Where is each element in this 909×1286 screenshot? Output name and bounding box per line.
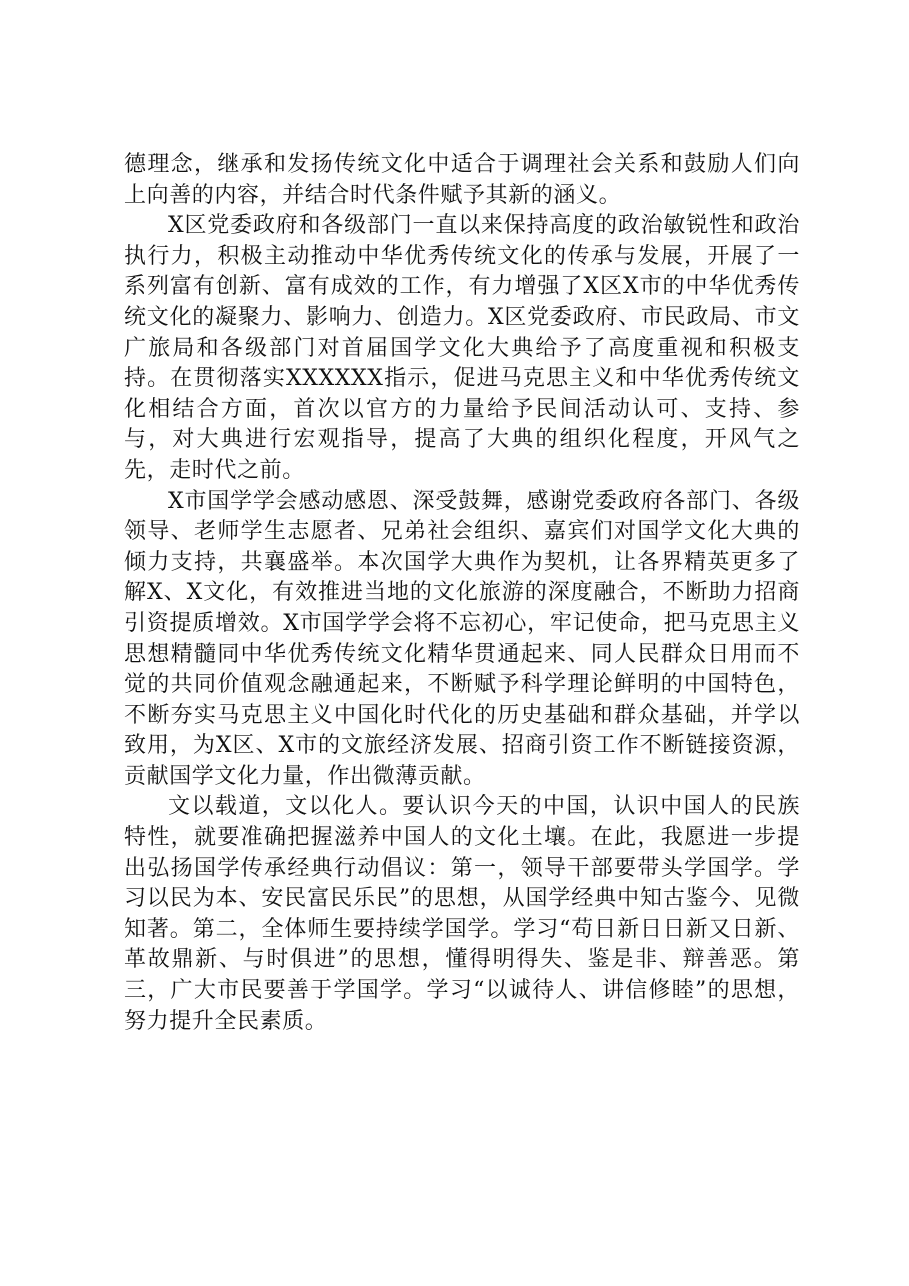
paragraph-guoxue-society-thanks: X市国学学会感动感恩、深受鼓舞，感谢党委政府各部门、各级领导、老师学生志愿者、兄弟社会组织、嘉宾们对国学文化大典的倾力支持，共襄盛举。本次国学大典作为契机，让各界精英更多了解X、X文化，有效推进当地的文化旅游的深度融合，不断助力招商引资提质增效。X市国学学会将不忘初心，牢记使命，把马克思主义思想精髓同中华优秀传统文化精华贯通起来、同人民群众日用而不觉的共同价值观念融通起来，不断赋予科学理论鲜明的中国特色，不断夯实马克思主义中国化时代化的历史基础和群众基础，并学以致用，为X区、X市的文旅经济发展、招商引资工作不断链接资源，贡献国学文化力量，作出微薄贡献。 (124, 488, 800, 789)
paragraph-party-government-support: X区党委政府和各级部门一直以来保持高度的政治敏锐性和政治执行力，积极主动推动中华优秀传统文化的传承与发展，开展了一系列富有创新、富有成效的工作，有力增强了X区X市的中华优秀传统文化的凝聚力、影响力、创造力。X区党委政府、市民政局、市文广旅局和各级部门对首届国学文化大典给予了高度重视和积极支持。在贯彻落实XXXXXX指示，促进马克思主义和中华优秀传统文化相结合方面，首次以官方的力量给予民间活动认可、支持、参与，对大典进行宏观指导，提高了大典的组织化程度，开风气之先，走时代之前。 (124, 213, 800, 483)
document-body (124, 150, 800, 1037)
paragraph-initiative-proposal: 文以载道，文以化人。要认识今天的中国，认识中国人的民族特性，就要准确把握滋养中国人的文化土壤。在此，我愿进一步提出弘扬国学传承经典行动倡议：第一，领导干部要带头学国学。学习以民为本、安民富民乐民”的思想，从国学经典中知古鉴今、见微知著。第二，全体师生要持续学国学。学习“苟日新日日新又日新、革故鼎新、与时俱进”的思想，懂得明得失、鉴是非、辩善恶。第三，广大市民要善于学国学。学习“以诚待人、讲信修睦”的思想，努力提升全民素质。 (124, 794, 800, 1034)
paragraph-continuation: 德理念，继承和发扬传统文化中适合于调理社会关系和鼓励人们向上向善的内容，并结合时代条件赋予其新的涵义。 (124, 152, 800, 208)
